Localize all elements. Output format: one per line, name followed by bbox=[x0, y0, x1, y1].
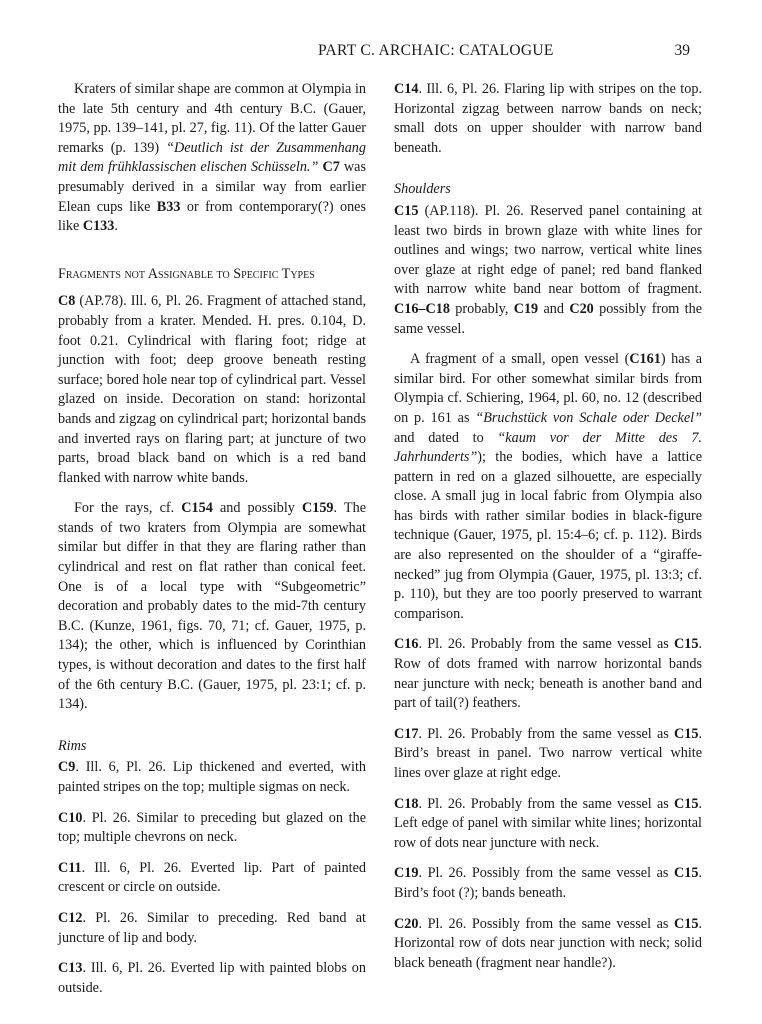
left-column bbox=[58, 80, 366, 1009]
comparison-paragraph: A fragment of a small, open vessel (C161) has a similar bird. For other somewhat similar birds from Olympia cf. Schiering, 1964, pl. 60, no. 12 (described on p. 161 as “Bruchstück von Schale oder Deckel” and dated to “kaum vor der Mitte des 7. Jahrhunderts”); the bodies, which have a lattice pattern in red on a glazed silhouette, are especially close. A small jug in local fabric from Olympia also has birds with rather similar bodies in black-figure technique (Gauer, 1975, pl. 15:4–6; cf. p. 112). Birds are also represented on the shoulder of a “giraffe-necked” jug from Olympia (Gauer, 1975, pl. 13:3; cf. p. 110), but they are too poorly preserved to warrant comparison. bbox=[394, 351, 702, 622]
catalogue-entry-c11: C11. Ill. 6, Pl. 26. Everted lip. Part of painted crescent or circle on outside. bbox=[58, 859, 366, 896]
catalogue-entry-c9: C9. Ill. 6, Pl. 26. Lip thickened and everted, with painted stripes on the top; multiple sigmas on neck. bbox=[58, 759, 366, 795]
catalogue-entry-c10: C10. Pl. 26. Similar to preceding but glazed on the top; multiple chevrons on neck. bbox=[58, 809, 366, 846]
catalogue-entry-c19: C19. Pl. 26. Possibly from the same vessel as C15. Bird’s foot (?); bands beneath. bbox=[394, 865, 702, 901]
catalogue-entry-c15: C15 (AP.118). Pl. 26. Reserved panel containing at least two birds in brown glaze with white lines for outlines and wings; two narrow, vertical white lines over glaze at right edge of panel; red band flanked with narrow white band near bottom of fragment. C16–C18 probably, C19 and C20 possibly from the same vessel. bbox=[394, 202, 702, 337]
catalogue-entry-c16: C16. Pl. 26. Probably from the same vessel as C15. Row of dots framed with narrow horizontal bands near juncture with neck; beneath is another band and part of tail(?) feathers. bbox=[394, 636, 702, 712]
rays-paragraph: For the rays, cf. C154 and possibly C159. The stands of two kraters from Olympia are somewhat similar but differ in that they are flaring rather than cylindrical and rest on flat rather than conical feet. One is of a local type with “Subgeometric” decoration and probably dates to the mid-7th century B.C. (Kunze, 1961, figs. 70, 71; cf. Gauer, 1975, p. 134); the other, which is influenced by Corinthian types, is without decoration and dates to the first half of the 6th century B.C. (Gauer, 1975, pl. 23:1; cf. p. 134). bbox=[58, 500, 366, 713]
right-column bbox=[394, 80, 702, 984]
catalogue-entry-c12: C12. Pl. 26. Similar to preceding. Red band at juncture of lip and body. bbox=[58, 909, 366, 946]
section-heading-shoulders: Shoulders bbox=[394, 181, 451, 198]
catalogue-entry-c18: C18. Pl. 26. Probably from the same vessel as C15. Left edge of panel with similar white lines; horizontal row of dots near juncture with neck. bbox=[394, 795, 702, 851]
section-heading-fragments: Fragments not Assignable to Specific Types bbox=[58, 265, 315, 282]
catalogue-entry-c17: C17. Pl. 26. Probably from the same vessel as C15. Bird’s breast in panel. Two narrow vertical white lines over glaze at right edge. bbox=[394, 725, 702, 781]
page-number: 39 bbox=[674, 42, 690, 59]
catalogue-entry-c8: C8 (AP.78). Ill. 6, Pl. 26. Fragment of attached stand, probably from a krater. Mended. H. pres. 0.104, D. foot 0.21. Cylindrical with flaring foot; ridge at junction with foot; deep groove beneath resting surface; bored hole near top of cylindrical part. Vessel glazed on inside. Decoration on stand: horizontal bands and zigzag on cylindrical part; horizontal bands and inverted rays on flaring part; at juncture of two parts, broad black band on which is a red band flanked with narrow white bands. bbox=[58, 293, 366, 486]
running-head: PART C. ARCHAIC: CATALOGUE bbox=[318, 42, 554, 59]
intro-paragraph: Kraters of similar shape are common at Olympia in the late 5th century and 4th century B.C. (Gauer, 1975, pp. 139–141, pl. 27, fig. 11). Of the latter Gauer remarks (p. 139) “Deutlich ist der Zusammenhang mit dem frühklassischen elischen Schüsseln.” C7 was presumably derived in a similar way from earlier Elean cups like B33 or from contemporary(?) ones like C133. bbox=[58, 81, 367, 235]
section-heading-rims: Rims bbox=[58, 737, 87, 754]
catalogue-entry-c20: C20. Pl. 26. Possibly from the same vessel as C15. Horizontal row of dots near junction with neck; solid black beneath (fragment near handle?). bbox=[394, 915, 702, 971]
catalogue-entry-c14: C14. Ill. 6, Pl. 26. Flaring lip with stripes on the top. Horizontal zigzag between narrow bands on neck; small dots on upper shoulder with narrow band beneath. bbox=[394, 81, 702, 156]
catalogue-entry-c13: C13. Ill. 6, Pl. 26. Everted lip with painted blobs on outside. bbox=[58, 960, 366, 996]
